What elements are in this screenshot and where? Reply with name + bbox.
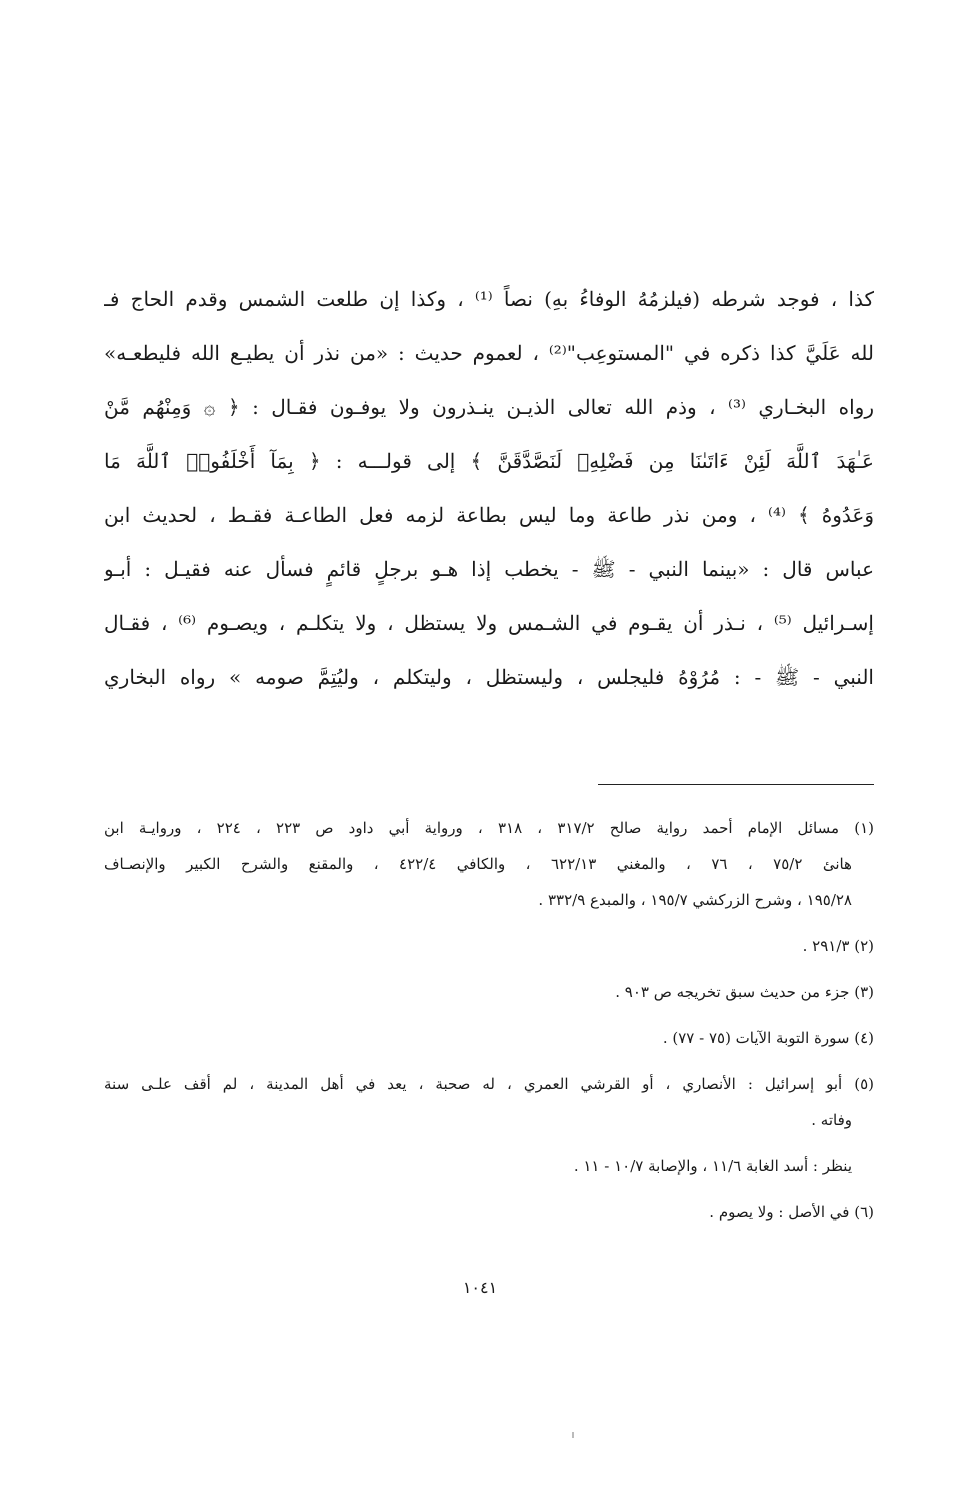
footnotes [104, 810, 874, 1230]
scan-speck [572, 1432, 574, 1438]
footnote-1-line-1: (١) مسائل الإمام أحمد رواية صالح ٣١٧/٢ ، ٣١٨ ، ورواية أبي داود ص ٢٢٣ ، ٢٢٤ ، وروايـة ابن [104, 819, 874, 837]
page-number: ١٠٤١ [462, 1278, 498, 1297]
footnote-3: (٣) جزء من حديث سبق تخريجه ص ٩٠٣ . [615, 983, 874, 1001]
body-line-4: عَـٰهَدَ ٱللَّهَ لَئِنْ ءَاتَىٰنَا مِن فَضْلِهِۦ لَنَصَّدَّقَنَّ ﴾ إلى قولـــه : ﴿ بِمَآ أَخْلَفُوا۟ ٱللَّهَ مَا [104, 449, 874, 473]
body-line-2: لله عَلَيَّ كذا ذكره في "المستوعِب"⁽²⁾ ، لعموم حديث : «من نذر أن يطيـع الله فليطعـه» [104, 341, 874, 365]
footnote-divider [598, 784, 874, 785]
body-line-5: وَعَدُوهُ ﴾ ⁽⁴⁾ ، ومن نذر طاعة وما ليس بطاعة لزمه فعل الطاعـة فقـط ، لحديث ابن [104, 503, 874, 527]
footnote-5-line-1: (٥) أبو إسرائيل : الأنصاري ، أو القرشي العمري ، له صحبة ، يعد في أهل المدينة ، لم أقف علـى سنة [104, 1075, 874, 1093]
footnote-4: (٤) سورة التوبة الآيات (٧٥ - ٧٧) . [662, 1029, 874, 1047]
body-line-6: عباس قال : «بينما النبي - ﷺ - يخطب إذا هـو برجلٍ قائمٍ فسأل عنه فقيـل : أبـو [104, 557, 874, 581]
body-line-1: كذا ، فوجد شرطه (فيلزمُهُ الوفاءُ بهِ) نصاً ⁽¹⁾ ، وكذا إن طلعت الشمس وقدم الحاج فـ [104, 287, 874, 311]
footnote-5-line-3: ينظر : أسد الغابة ١١/٦ ، والإصابة ١٠/٧ - ١١ . [573, 1157, 852, 1175]
main-text [104, 272, 874, 704]
body-line-7: إسـرائيل ⁽⁵⁾ ، نـذر أن يقـوم في الشـمس ولا يستظل ، ولا يتكلـم ، ويصـوم ⁽⁶⁾ ، فقـال [104, 611, 874, 635]
footnote-5-line-2: وفاته . [811, 1111, 852, 1129]
body-line-8: النبي - ﷺ - : مُرُوْهُ فليجلس ، وليستظل ، وليتكلم ، وليُتِمَّ صومه » رواه البخاري [104, 665, 874, 689]
footnote-1-line-2: هانئ ٧٥/٢ ، ٧٦ ، والمغني ٦٢٢/١٣ ، والكافي ٤٢٢/٤ ، والمقنع والشرح الكبير والإنصـاف [104, 855, 852, 873]
footnote-6: (٦) في الأصل : ولا يصوم . [709, 1203, 874, 1221]
footnote-2: (٢) ٢٩١/٣ . [802, 937, 874, 955]
footnote-1-line-3: ١٩٥/٢٨ ، وشرح الزركشي ١٩٥/٧ ، والمبدع ٣٣٢/٩ . [538, 891, 852, 909]
body-line-3: رواه البخـاري ⁽³⁾ ، وذم الله تعالى الذيـن ينـذرون ولا يوفـون فقـال : ﴿ ۞ وَمِنْهُم مَّنْ [104, 395, 874, 419]
